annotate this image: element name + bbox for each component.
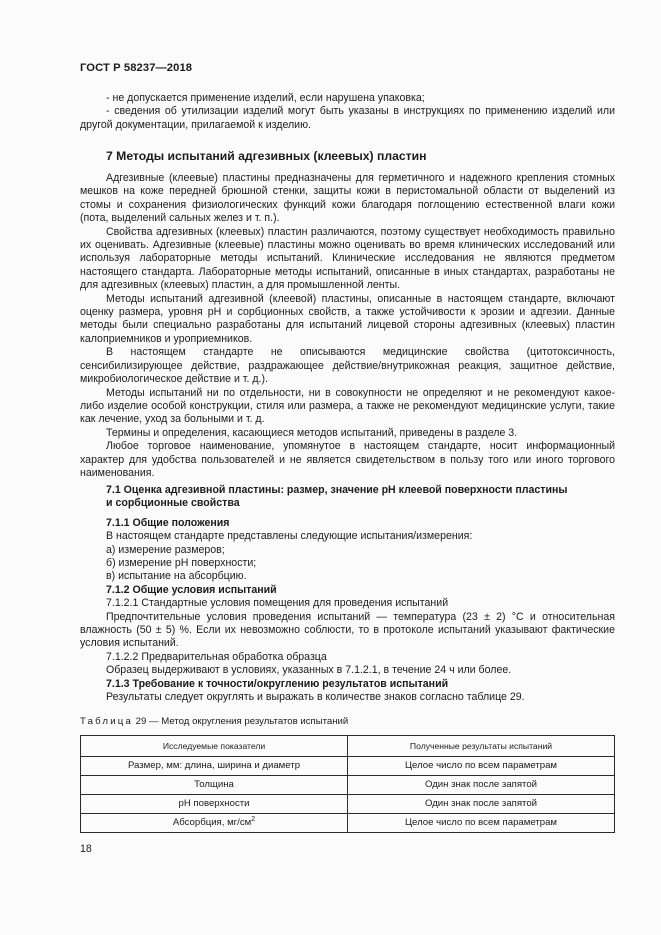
document-header: ГОСТ Р 58237—2018 [80, 62, 193, 74]
list-item: а) измерение размеров; [106, 543, 225, 556]
paragraph: Адгезивные (клеевые) пластины предназначены для герметичного и надежного крепления стомных мешков на коже передней брюшной стенки, защиты кожи в перистомальной области от выделений из стомы и сохранения физиологических функций кожи благодаря поглощению естественной влаги кожи (пота, выделений сальных желез и т. п.). [80, 172, 615, 225]
table-cell: Целое число по всем параметрам [348, 814, 615, 833]
table-caption-text: 29 — Метод округления результатов испытаний [133, 716, 349, 727]
paragraph: Методы испытаний адгезивной (клеевой) пластины, описанные в настоящем стандарте, включают оценку размера, уровня рН и сорбционных свойств, а также устойчивости к эрозии и адгезии. Данные методы были специально разработаны для испытаний лицевой стороны адгезивных (клеевых) пластин калоприемников и уроприемников. [80, 292, 615, 345]
section-7-body [80, 172, 615, 480]
rounding-table [80, 735, 615, 833]
paragraph: Термины и определения, касающиеся методов испытаний, приведены в разделе 3. [106, 426, 518, 439]
subsection-title: 7.1.2.1 Стандартные условия помещения для проведения испытаний [106, 597, 449, 610]
table-header-row [81, 736, 615, 757]
paragraph: Результаты следует округлять и выражать в количестве знаков согласно таблице 29. [106, 691, 525, 704]
paragraph: В настоящем стандарте представлены следующие испытания/измерения: [106, 530, 473, 543]
section-7-1 [80, 484, 615, 705]
section-7-1-1-heading: 7.1.1 Общие положения [106, 516, 230, 529]
table-cell: Размер, мм: длина, ширина и диаметр [81, 757, 348, 776]
absorption-label: Абсорбция, мг/см [172, 817, 252, 828]
table-cell: Один знак после запятой [348, 795, 615, 814]
paragraph: Методы испытаний ни по отдельности, ни в совокупности не определяют и не рекомендуют какое-либо изделие особой конструкции, стиля или размера, а также не рекомендуют медицинские услуги, такие как лечение, уход за больными и т. д. [80, 386, 615, 426]
table-header-cell: Исследуемые показатели [81, 736, 348, 757]
section-7-1-heading-line1: 7.1 Оценка адгезивной пластины: размер, значение рН клеевой поверхности пластины [106, 484, 568, 496]
table-row [81, 814, 615, 833]
paragraph: Свойства адгезивных (клеевых) пластин различаются, поэтому существует необходимость правильно их оценивать. Адгезивные (клеевые) пластины можно оценивать во время клинических исследований или используя лабораторные методы испытаний. Клинические исследования не являются предметом настоящего стандарта. Лабораторные методы испытаний, описанные в иных стандартах, разработаны не для адгезивных (клеевых) пластин, а для промышленной ленты. [80, 225, 615, 292]
table-row [81, 776, 615, 795]
table-cell: рН поверхности [81, 795, 348, 814]
list-item: б) измерение рН поверхности; [106, 557, 257, 570]
subsection-title: 7.1.2.2 Предварительная обработка образца [106, 650, 327, 663]
paragraph: Любое торговое наименование, упомянутое в настоящем стандарте, носит информационный характер для удобства пользователей и не является свидетельством в пользу того или иного торгового наименования. [80, 440, 615, 479]
paragraph: Образец выдерживают в условиях, указанных в 7.1.2.1, в течение 24 ч или более. [106, 664, 512, 677]
page-number: 18 [80, 843, 92, 855]
section-7-1-3-heading: 7.1.3 Требование к точности/округлению результатов испытаний [106, 677, 449, 690]
section-7-1-2-heading: 7.1.2 Общие условия испытаний [106, 583, 277, 596]
intro-bullets [80, 92, 615, 132]
paragraph: Предпочтительные условия проведения испытаний — температура (23 ± 2) °С и относительная влажность (50 ± 5) %. Если их невозможно соблюсти, то в протоколе испытаний указывают фактические условия испытаний. [80, 610, 615, 650]
table-cell: Один знак после запятой [348, 776, 615, 795]
section-7-heading: 7 Методы испытаний адгезивных (клеевых) пластин [106, 149, 427, 163]
table-caption [80, 715, 348, 728]
table-header-cell: Полученные результаты испытаний [348, 736, 615, 757]
table-cell: Толщина [81, 776, 348, 795]
absorption-exponent: 2 [251, 816, 256, 823]
table-cell: Целое число по всем параметрам [348, 757, 615, 776]
section-7-1-heading-line2: и сорбционные свойства [106, 497, 240, 510]
bullet-item: - сведения об утилизации изделий могут быть указаны в инструкциях по применению изделий или другой документации, прилагаемой к изделию. [80, 105, 615, 131]
paragraph: В настоящем стандарте не описываются медицинские свойства (цитотоксичность, сенсибилизирующее действие, раздражающее действие/внутрикожная реакция, защитное действие, микробиологическое действие и т. д.). [80, 346, 615, 386]
list-item: в) испытание на абсорбцию. [106, 570, 247, 583]
table-row [81, 795, 615, 814]
bullet-item: - не допускается применение изделий, если нарушена упаковка; [106, 92, 425, 104]
table-cell [81, 814, 348, 833]
table-caption-word: Таблица [80, 716, 134, 727]
table-row [81, 757, 615, 776]
